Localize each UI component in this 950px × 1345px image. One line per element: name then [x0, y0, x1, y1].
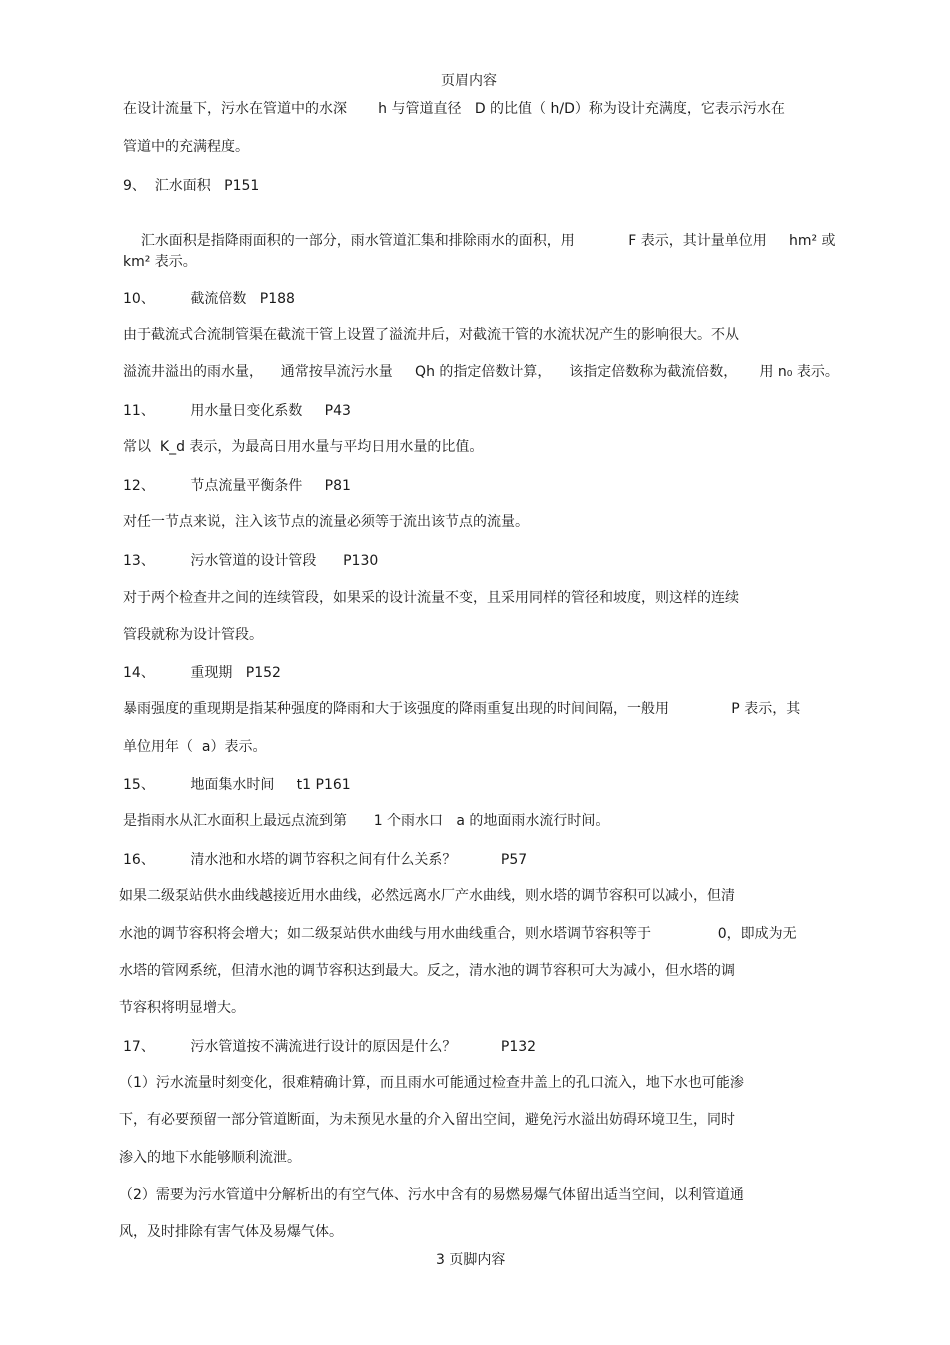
item-17-line-3: 渗入的地下水能够顺利流泄。 — [119, 1150, 301, 1166]
item-11-heading: 11、 用水量日变化系数 P43 — [123, 403, 351, 419]
item-10-heading: 10、 截流倍数 P188 — [123, 291, 295, 307]
item-9-line-2: km² 表示。 — [123, 254, 197, 270]
item-13-line-1: 对于两个检查井之间的连续管段，如果采的设计流量不变，且采用同样的管径和坡度，则这样的连续 — [123, 590, 739, 606]
item-17-line-1: （1）污水流量时刻变化，很难精确计算，而且雨水可能通过检查井盖上的孔口流入，地下水也可能渗 — [119, 1075, 744, 1091]
item-12-line-1: 对任一节点来说，注入该节点的流量必须等于流出该节点的流量。 — [123, 514, 529, 530]
intro-line-2: 管道中的充满程度。 — [123, 139, 249, 155]
page-header: 页眉内容 — [441, 73, 497, 89]
item-9-heading: 9、 汇水面积 P151 — [123, 178, 260, 194]
item-16-heading: 16、 清水池和水塔的调节容积之间有什么关系？ P57 — [123, 852, 528, 868]
item-17-line-5: 风，及时排除有害气体及易爆气体。 — [119, 1224, 343, 1240]
item-16-line-1: 如果二级泵站供水曲线越接近用水曲线，必然远离水厂产水曲线，则水塔的调节容积可以减小，但清 — [119, 888, 735, 904]
item-15-heading: 15、 地面集水时间 t1 P161 — [123, 777, 351, 793]
item-13-line-2: 管段就称为设计管段。 — [123, 627, 263, 643]
item-14-line-2: 单位用年（ a）表示。 — [123, 739, 267, 755]
item-10-line-1: 由于截流式合流制管渠在截流干管上设置了溢流井后，对截流干管的水流状况产生的影响很大。不从 — [123, 327, 739, 343]
item-14-line-1: 暴雨强度的重现期是指某种强度的降雨和大于该强度的降雨重复出现的时间间隔，一般用 P 表示，其 — [123, 701, 801, 717]
item-17-line-4: （2）需要为污水管道中分解析出的有空气体、污水中含有的易燃易爆气体留出适当空间，以利管道通 — [119, 1187, 744, 1203]
item-15-line-1: 是指雨水从汇水面积上最远点流到第 1 个雨水口 a 的地面雨水流行时间。 — [123, 813, 610, 829]
item-16-line-4: 节容积将明显增大。 — [119, 1000, 245, 1016]
page-footer: 3 页脚内容 — [436, 1252, 506, 1268]
item-10-line-2: 溢流井溢出的雨水量， 通常按旱流污水量 Qh 的指定倍数计算， 该指定倍数称为截流倍数， 用 n₀ 表示。 — [123, 364, 839, 380]
item-17-line-2: 下，有必要预留一部分管道断面，为未预见水量的介入留出空间，避免污水溢出妨碍环境卫生，同时 — [119, 1112, 735, 1128]
item-16-line-2: 水池的调节容积将会增大；如二级泵站供水曲线与用水曲线重合，则水塔调节容积等于 0，即成为无 — [119, 926, 797, 942]
item-16-line-3: 水塔的管网系统，但清水池的调节容积达到最大。反之，清水池的调节容积可大为减小，但水塔的调 — [119, 963, 735, 979]
item-17-heading: 17、 污水管道按不满流进行设计的原因是什么？ P132 — [123, 1039, 537, 1055]
intro-line-1: 在设计流量下，污水在管道中的水深 h 与管道直径 D 的比值（ h/D）称为设计充满度，它表示污水在 — [123, 101, 785, 117]
item-12-heading: 12、 节点流量平衡条件 P81 — [123, 478, 351, 494]
item-13-heading: 13、 污水管道的设计管段 P130 — [123, 553, 379, 569]
item-14-heading: 14、 重现期 P152 — [123, 665, 281, 681]
item-9-line-1-text: 汇水面积是指降雨面积的一部分，雨水管道汇集和排除雨水的面积，用 F 表示，其计量单位用 hm² 或 — [140, 233, 836, 249]
item-11-line-1: 常以 K_d 表示，为最高日用水量与平均日用水量的比值。 — [123, 439, 484, 455]
item-9-line-1 — [123, 214, 836, 268]
